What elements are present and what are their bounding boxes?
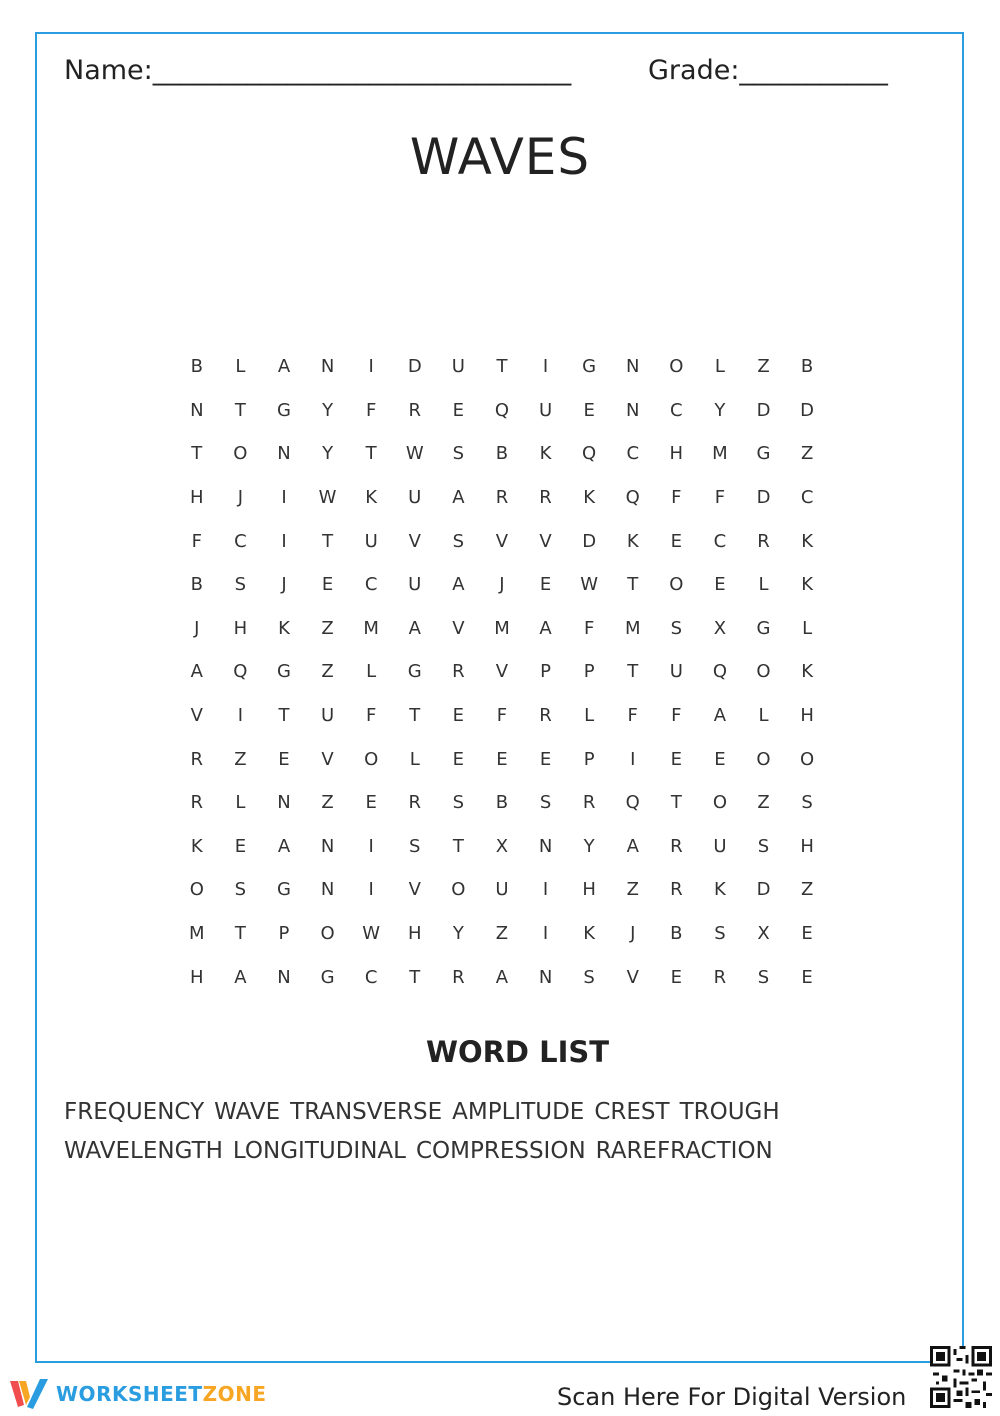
grid-letter[interactable]: F <box>714 487 726 509</box>
word-list-item: RAREFRACTION <box>595 1138 773 1164</box>
grid-letter[interactable]: F <box>627 705 638 727</box>
grid-letter[interactable]: N <box>626 356 640 378</box>
grid-letter[interactable]: L <box>235 792 246 814</box>
grid-letter[interactable]: H <box>190 487 204 509</box>
grid-letter[interactable]: A <box>452 487 465 509</box>
grid-letter[interactable]: N <box>277 966 291 988</box>
grid-letter[interactable]: T <box>409 705 421 727</box>
grid-letter[interactable]: R <box>670 879 683 901</box>
grid-letter[interactable]: K <box>801 530 814 552</box>
grid-letter[interactable]: S <box>234 879 247 901</box>
word-list-item: WAVE <box>214 1099 281 1125</box>
grid-letter[interactable]: I <box>237 705 244 727</box>
grid-letter[interactable]: E <box>365 792 377 814</box>
grid-letter[interactable]: O <box>756 661 771 683</box>
word-list-item: TRANSVERSE <box>290 1099 443 1125</box>
grid-letter[interactable]: I <box>542 356 549 378</box>
grid-letter[interactable]: D <box>756 487 771 509</box>
grid-row <box>175 607 829 651</box>
grid-letter[interactable]: G <box>277 879 291 901</box>
grid-letter[interactable]: T <box>234 399 246 421</box>
grid-letter[interactable]: R <box>190 792 204 814</box>
grid-row <box>175 694 829 738</box>
word-search-grid <box>175 345 829 999</box>
grid-letter[interactable]: J <box>499 574 505 596</box>
grid-row <box>175 389 829 433</box>
grid-letter[interactable]: F <box>583 617 595 639</box>
grid-letter[interactable]: O <box>712 792 727 814</box>
grid-letter[interactable]: T <box>627 661 639 683</box>
grid-letter[interactable]: V <box>539 530 552 552</box>
grid-letter[interactable]: N <box>538 966 553 988</box>
grid-letter[interactable]: E <box>583 399 595 421</box>
grid-letter[interactable]: L <box>758 574 769 596</box>
grid-letter[interactable]: C <box>364 574 378 596</box>
grade-field-label: Grade:___________ <box>648 55 888 86</box>
grid-letter[interactable]: K <box>583 487 596 509</box>
grid-letter[interactable]: K <box>626 530 639 552</box>
logo-word-worksheet: WORKSHEET <box>56 1382 203 1406</box>
grid-letter[interactable]: S <box>452 443 465 465</box>
grid-letter[interactable]: Y <box>322 443 334 465</box>
w-logo-icon <box>10 1377 50 1411</box>
grid-letter[interactable]: O <box>364 748 379 770</box>
word-list-title: WORD LIST <box>425 1035 610 1069</box>
word-list-item: LONGITUDINAL <box>232 1138 406 1164</box>
grid-row <box>175 868 829 912</box>
grid-letter[interactable]: E <box>539 574 552 596</box>
grid-letter[interactable]: K <box>583 923 596 945</box>
word-list-item: FREQUENCY <box>64 1099 205 1125</box>
grid-letter[interactable]: N <box>277 792 291 814</box>
word-list <box>64 1093 864 1171</box>
grid-letter[interactable]: N <box>277 443 291 465</box>
grid-letter[interactable]: R <box>670 835 683 857</box>
grid-letter[interactable]: M <box>363 617 379 639</box>
grid-letter[interactable]: R <box>452 966 465 988</box>
grid-letter[interactable]: U <box>495 879 509 901</box>
grid-letter[interactable]: R <box>757 530 770 552</box>
grid-letter[interactable]: G <box>756 443 771 465</box>
grid-letter[interactable]: L <box>584 705 595 727</box>
grid-row <box>175 345 829 389</box>
grid-row <box>175 563 829 607</box>
grid-letter[interactable]: A <box>408 617 421 639</box>
grid-letter[interactable]: C <box>234 530 247 552</box>
grid-letter[interactable]: G <box>407 661 422 683</box>
grid-letter[interactable]: X <box>757 923 770 945</box>
grid-letter[interactable]: K <box>365 487 378 509</box>
grid-letter[interactable]: P <box>583 748 595 770</box>
grid-letter[interactable]: T <box>322 530 334 552</box>
grid-letter[interactable]: A <box>495 966 509 988</box>
grid-row <box>175 432 829 476</box>
grid-row <box>175 912 829 956</box>
grid-letter[interactable]: Z <box>800 879 814 901</box>
grid-letter[interactable]: T <box>365 443 377 465</box>
grid-letter[interactable]: R <box>190 748 204 770</box>
grid-letter[interactable]: V <box>626 966 639 988</box>
grid-letter[interactable]: R <box>713 966 727 988</box>
grid-letter[interactable]: Y <box>322 399 334 421</box>
grid-letter[interactable]: U <box>364 530 378 552</box>
logo-word-zone: ZONE <box>202 1382 267 1406</box>
grid-letter[interactable]: F <box>365 705 377 727</box>
scan-instruction: Scan Here For Digital Version <box>557 1383 907 1411</box>
grid-letter[interactable]: D <box>582 530 597 552</box>
grid-letter[interactable]: J <box>281 574 287 596</box>
grid-letter[interactable]: R <box>539 705 552 727</box>
grid-letter[interactable]: H <box>669 443 684 465</box>
grid-letter[interactable]: R <box>452 661 465 683</box>
grid-letter[interactable]: R <box>408 399 422 421</box>
word-list-item: CREST <box>594 1099 670 1125</box>
grid-letter[interactable]: O <box>451 879 466 901</box>
grid-letter[interactable]: U <box>538 399 553 421</box>
grid-letter[interactable]: T <box>496 356 508 378</box>
grid-letter[interactable]: Z <box>321 792 334 814</box>
grid-letter[interactable]: H <box>190 966 204 988</box>
grid-letter[interactable]: C <box>800 487 814 509</box>
grid-letter[interactable]: S <box>452 530 465 552</box>
grid-letter[interactable]: Z <box>321 617 334 639</box>
grid-letter[interactable]: Z <box>757 356 770 378</box>
grid-row <box>175 476 829 520</box>
grid-letter[interactable]: Z <box>626 879 639 901</box>
grid-letter[interactable]: I <box>368 356 374 378</box>
grid-letter[interactable]: O <box>233 443 248 465</box>
grid-letter[interactable]: C <box>713 530 727 552</box>
grid-letter[interactable]: L <box>366 661 377 683</box>
grid-letter[interactable]: M <box>494 617 510 639</box>
grid-letter[interactable]: G <box>756 617 771 639</box>
grid-letter[interactable]: S <box>409 835 421 857</box>
grid-letter[interactable]: V <box>321 748 334 770</box>
grid-letter[interactable]: F <box>671 487 682 509</box>
grid-letter[interactable]: V <box>190 705 203 727</box>
grid-letter[interactable]: E <box>452 705 465 727</box>
grid-row <box>175 955 829 999</box>
grid-letter[interactable]: O <box>189 879 204 901</box>
grid-letter[interactable]: H <box>407 923 422 945</box>
grid-letter[interactable]: Q <box>625 792 640 814</box>
grid-letter[interactable]: M <box>189 923 205 945</box>
grid-letter[interactable]: E <box>670 966 683 988</box>
grid-row <box>175 781 829 825</box>
worksheet-zone-logo <box>10 1377 266 1411</box>
grid-letter[interactable]: P <box>540 661 551 683</box>
grid-letter[interactable]: S <box>714 923 726 945</box>
grid-letter[interactable]: G <box>320 966 335 988</box>
grid-letter[interactable]: U <box>320 705 335 727</box>
grid-row <box>175 650 829 694</box>
grid-letter[interactable]: T <box>670 792 682 814</box>
grid-letter[interactable]: D <box>800 399 815 421</box>
grid-letter[interactable]: I <box>368 835 374 857</box>
grid-letter[interactable]: I <box>542 879 549 901</box>
grid-letter[interactable]: D <box>407 356 422 378</box>
grid-letter[interactable]: C <box>670 399 683 421</box>
grid-letter[interactable]: S <box>583 966 595 988</box>
word-list-item: WAVELENGTH <box>64 1138 223 1164</box>
grid-letter[interactable]: A <box>539 617 552 639</box>
grid-letter[interactable]: C <box>626 443 640 465</box>
grid-letter[interactable]: E <box>670 530 683 552</box>
grid-letter[interactable]: P <box>278 923 290 945</box>
grid-letter[interactable]: B <box>190 574 203 596</box>
grid-letter[interactable]: L <box>802 617 813 639</box>
grid-letter[interactable]: N <box>320 879 335 901</box>
grid-letter[interactable]: X <box>495 835 509 857</box>
grid-letter[interactable]: T <box>234 923 246 945</box>
word-list-item: AMPLITUDE <box>452 1099 585 1125</box>
grid-letter[interactable]: E <box>714 574 726 596</box>
grid-letter[interactable]: X <box>713 617 727 639</box>
grid-letter[interactable]: S <box>757 835 770 857</box>
grid-letter[interactable]: T <box>191 443 203 465</box>
grid-letter[interactable]: K <box>714 879 726 901</box>
grid-letter[interactable]: S <box>757 966 770 988</box>
grid-letter[interactable]: Q <box>625 487 640 509</box>
grid-letter[interactable]: O <box>800 748 815 770</box>
grid-row <box>175 519 829 563</box>
grid-letter[interactable]: R <box>408 792 422 814</box>
grid-letter[interactable]: U <box>408 574 422 596</box>
grid-letter[interactable]: R <box>495 487 509 509</box>
page-title: WAVES <box>409 128 591 186</box>
grid-letter[interactable]: I <box>281 530 287 552</box>
grid-letter[interactable]: N <box>190 399 204 421</box>
grid-letter[interactable]: R <box>582 792 596 814</box>
grid-letter[interactable]: F <box>671 705 682 727</box>
grid-letter[interactable]: V <box>408 530 421 552</box>
grid-letter[interactable]: I <box>542 923 549 945</box>
grid-letter[interactable]: B <box>190 356 203 378</box>
grid-letter[interactable]: Y <box>583 835 595 857</box>
grid-letter[interactable]: G <box>277 661 291 683</box>
grid-letter[interactable]: E <box>670 748 683 770</box>
grid-letter[interactable]: Q <box>712 661 727 683</box>
grid-letter[interactable]: Q <box>582 443 597 465</box>
grid-letter[interactable]: T <box>452 835 464 857</box>
grid-row <box>175 825 829 869</box>
grid-letter[interactable]: H <box>800 705 814 727</box>
grid-letter[interactable]: T <box>627 574 639 596</box>
grid-letter[interactable]: R <box>539 487 552 509</box>
grid-letter[interactable]: C <box>364 966 378 988</box>
grid-letter[interactable]: U <box>713 835 727 857</box>
grid-letter[interactable]: W <box>362 923 381 945</box>
grid-letter[interactable]: T <box>409 966 421 988</box>
grid-letter[interactable]: F <box>496 705 508 727</box>
grid-letter[interactable]: E <box>801 923 813 945</box>
grid-letter[interactable]: H <box>582 879 596 901</box>
grid-letter[interactable]: Z <box>757 792 770 814</box>
grid-letter[interactable]: F <box>365 399 377 421</box>
grid-letter[interactable]: A <box>626 835 639 857</box>
grid-letter[interactable]: I <box>630 748 636 770</box>
grid-letter[interactable]: U <box>451 356 465 378</box>
grid-letter[interactable]: V <box>408 879 421 901</box>
grid-letter[interactable]: N <box>626 399 640 421</box>
grid-letter[interactable]: W <box>318 487 337 509</box>
logo-text <box>56 1382 266 1406</box>
word-list-item: TROUGH <box>679 1099 780 1125</box>
grid-letter[interactable]: A <box>190 661 203 683</box>
grid-letter[interactable]: N <box>320 356 335 378</box>
grid-letter[interactable]: A <box>277 835 291 857</box>
grid-letter[interactable]: L <box>409 748 420 770</box>
grid-letter[interactable]: T <box>278 705 290 727</box>
grid-letter[interactable]: O <box>669 356 684 378</box>
grid-letter[interactable]: E <box>539 748 552 770</box>
grid-letter[interactable]: O <box>756 748 771 770</box>
grid-letter[interactable]: U <box>669 661 683 683</box>
grid-letter[interactable]: K <box>539 443 552 465</box>
grid-letter[interactable]: Z <box>495 923 509 945</box>
grid-letter[interactable]: E <box>801 966 813 988</box>
grid-letter[interactable]: E <box>496 748 508 770</box>
grid-letter[interactable]: S <box>452 792 465 814</box>
grid-letter[interactable]: G <box>277 399 291 421</box>
grid-letter[interactable]: N <box>320 835 335 857</box>
grid-letter[interactable]: A <box>277 356 291 378</box>
grid-letter[interactable]: K <box>801 574 814 596</box>
grid-letter[interactable]: L <box>714 356 725 378</box>
grid-letter[interactable]: B <box>670 923 683 945</box>
grid-letter[interactable]: E <box>278 748 290 770</box>
grid-letter[interactable]: Q <box>494 399 510 421</box>
grid-letter[interactable]: V <box>452 617 465 639</box>
word-list-item: COMPRESSION <box>415 1138 586 1164</box>
grid-letter[interactable]: B <box>800 356 814 378</box>
grid-letter[interactable]: K <box>278 617 290 639</box>
grid-letter[interactable]: A <box>234 966 247 988</box>
grid-letter[interactable]: Z <box>321 661 334 683</box>
grid-letter[interactable]: A <box>452 574 465 596</box>
grid-letter[interactable]: O <box>669 574 684 596</box>
grid-letter[interactable]: Z <box>800 443 814 465</box>
grid-letter[interactable]: O <box>320 923 335 945</box>
grid-letter[interactable]: I <box>368 879 374 901</box>
grid-letter[interactable]: V <box>495 661 509 683</box>
grid-letter[interactable]: W <box>580 574 599 596</box>
grid-letter[interactable]: Z <box>234 748 247 770</box>
grid-letter[interactable]: S <box>539 792 552 814</box>
grid-letter[interactable]: K <box>801 661 814 683</box>
grid-letter[interactable]: U <box>408 487 422 509</box>
grid-letter[interactable]: J <box>630 923 636 945</box>
grid-letter[interactable]: Y <box>452 923 464 945</box>
grid-letter[interactable]: S <box>670 617 683 639</box>
grid-letter[interactable]: Q <box>233 661 248 683</box>
grid-letter[interactable]: F <box>191 530 202 552</box>
grid-letter[interactable]: J <box>194 617 200 639</box>
grid-letter[interactable]: D <box>756 399 771 421</box>
grid-letter[interactable]: S <box>234 574 247 596</box>
grid-letter[interactable]: S <box>801 792 813 814</box>
grid-letter[interactable]: E <box>234 835 247 857</box>
grid-letter[interactable]: H <box>233 617 248 639</box>
grid-letter[interactable]: P <box>583 661 595 683</box>
grid-letter[interactable]: H <box>800 835 814 857</box>
grid-letter[interactable]: W <box>405 443 424 465</box>
grid-letter[interactable]: E <box>321 574 334 596</box>
grid-letter[interactable]: M <box>624 617 641 639</box>
grid-letter[interactable]: M <box>712 443 728 465</box>
grid-letter[interactable]: N <box>538 835 553 857</box>
grid-letter[interactable]: G <box>582 356 597 378</box>
grid-letter[interactable]: L <box>235 356 246 378</box>
grid-letter[interactable]: A <box>713 705 727 727</box>
grid-letter[interactable]: B <box>495 443 509 465</box>
grid-letter[interactable]: E <box>452 748 465 770</box>
grid-letter[interactable]: L <box>758 705 769 727</box>
grid-letter[interactable]: I <box>281 487 287 509</box>
grid-letter[interactable]: K <box>190 835 203 857</box>
grid-letter[interactable]: E <box>452 399 465 421</box>
grid-letter[interactable]: E <box>714 748 726 770</box>
grid-letter[interactable]: B <box>495 792 509 814</box>
grid-letter[interactable]: D <box>756 879 771 901</box>
name-field-label: Name:_______________________________ <box>64 55 572 86</box>
grid-letter[interactable]: J <box>237 487 244 509</box>
grid-row <box>175 737 829 781</box>
qr-code-icon[interactable] <box>930 1346 992 1408</box>
grid-letter[interactable]: Y <box>714 399 726 421</box>
grid-letter[interactable]: V <box>495 530 509 552</box>
